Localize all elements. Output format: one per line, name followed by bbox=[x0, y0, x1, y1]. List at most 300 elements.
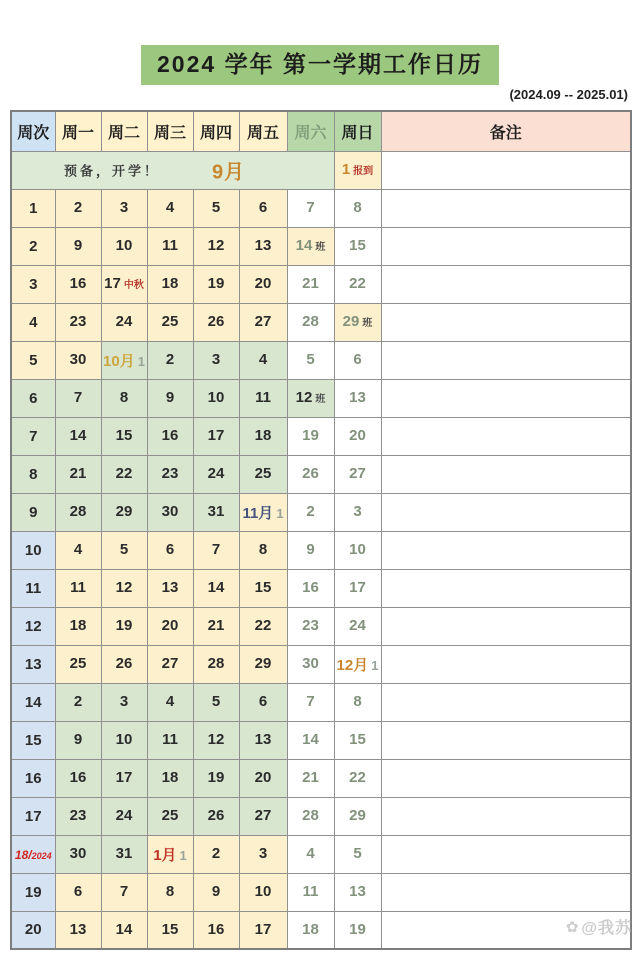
remark-cell bbox=[381, 645, 631, 683]
cell-text: 8 bbox=[119, 389, 129, 406]
cell-text: 3 bbox=[29, 275, 38, 293]
day-cell-w15-thu bbox=[193, 721, 239, 759]
cell-text: 26 bbox=[207, 807, 225, 824]
cell-text: 3 bbox=[211, 351, 221, 368]
week-row-9 bbox=[11, 493, 631, 531]
day-cell-w8-tue bbox=[101, 455, 147, 493]
cell-text: 27 bbox=[254, 313, 272, 330]
remark-cell bbox=[381, 493, 631, 531]
cell-text: 3 bbox=[258, 845, 268, 862]
cell-text: 9 bbox=[165, 389, 175, 406]
cell-text: 15 bbox=[349, 237, 366, 254]
day-cell-w12-sat bbox=[287, 607, 334, 645]
cell-text: 25 bbox=[69, 655, 87, 672]
cell-text: 16 bbox=[302, 579, 319, 596]
day-cell-w1-sun bbox=[334, 189, 381, 227]
cell-text: 11 bbox=[302, 883, 319, 900]
cell-text: 1 bbox=[179, 847, 187, 863]
cell-text: 13 bbox=[69, 920, 87, 938]
cell-text: 3 bbox=[119, 693, 129, 710]
day-cell-w19-tue bbox=[101, 873, 147, 911]
cell-text: 28 bbox=[302, 313, 319, 330]
calendar-body bbox=[11, 151, 631, 949]
day-cell-w12-fri bbox=[239, 607, 287, 645]
day-cell-w11-wed bbox=[147, 569, 193, 607]
cell-text: 15 bbox=[161, 920, 179, 938]
cell-text: 17 bbox=[115, 769, 133, 786]
cell-text: 4 bbox=[306, 845, 315, 862]
cell-text: 10月 bbox=[103, 352, 135, 370]
day-cell-w7-sat bbox=[287, 417, 334, 455]
cell-text: 24 bbox=[115, 807, 133, 824]
cell-text: 25 bbox=[161, 313, 179, 330]
cell-text: 18 bbox=[161, 769, 179, 786]
cell-text: 7 bbox=[306, 199, 315, 216]
day-cell-w18-fri bbox=[239, 835, 287, 873]
day-cell-w17-wed bbox=[147, 797, 193, 835]
cell-text: 7 bbox=[211, 541, 221, 558]
cell-text: 20 bbox=[254, 275, 272, 292]
day-cell-w13-sat bbox=[287, 645, 334, 683]
week-row-19 bbox=[11, 873, 631, 911]
cell-text: 17 bbox=[104, 275, 121, 292]
week-row-4 bbox=[11, 303, 631, 341]
day-cell-w19-wed bbox=[147, 873, 193, 911]
day-cell-w2-wed bbox=[147, 227, 193, 265]
cell-text: 30 bbox=[161, 503, 179, 520]
week-row-8 bbox=[11, 455, 631, 493]
day-cell-w4-sat bbox=[287, 303, 334, 341]
remark-cell bbox=[381, 303, 631, 341]
watermark-text: @我苏 bbox=[581, 920, 632, 937]
column-header-sat: 周六 bbox=[287, 111, 334, 151]
cell-text: 21 bbox=[207, 617, 225, 634]
cell-text: 19 bbox=[207, 275, 225, 292]
day-cell-w13-sun bbox=[334, 645, 381, 683]
cell-text: 5 bbox=[211, 693, 221, 710]
cell-text: 14 bbox=[69, 427, 87, 444]
day-cell-w4-wed bbox=[147, 303, 193, 341]
remark-cell bbox=[381, 341, 631, 379]
day-cell-w15-mon bbox=[55, 721, 101, 759]
cell-text: 13 bbox=[161, 579, 179, 596]
cell-text: 14 bbox=[115, 920, 133, 938]
day-cell-w18-tue bbox=[101, 835, 147, 873]
cell-text: 4 bbox=[29, 313, 38, 331]
day-cell-w11-sun bbox=[334, 569, 381, 607]
day-cell-w4-sun bbox=[334, 303, 381, 341]
month-label-september: 9月 bbox=[212, 161, 246, 184]
cell-text: 15 bbox=[254, 579, 272, 596]
cell-text: 报到 bbox=[353, 166, 374, 177]
cell-text: 中秋 bbox=[123, 280, 144, 291]
cell-text: 4 bbox=[73, 541, 83, 558]
column-header-remark: 备注 bbox=[381, 111, 631, 151]
day-cell-w5-thu bbox=[193, 341, 239, 379]
day-cell-w10-tue bbox=[101, 531, 147, 569]
cell-text: 1 bbox=[341, 161, 351, 178]
cell-text: 29 bbox=[349, 807, 366, 824]
cell-text: 1 bbox=[29, 199, 38, 217]
cell-text: 3 bbox=[353, 503, 362, 520]
day-cell-w6-sun bbox=[334, 379, 381, 417]
cell-text: 25 bbox=[254, 465, 272, 482]
day-cell-w16-tue bbox=[101, 759, 147, 797]
cell-text: 19 bbox=[115, 617, 133, 634]
header-row bbox=[11, 111, 631, 151]
cell-text: 23 bbox=[302, 617, 319, 634]
remark-cell bbox=[381, 455, 631, 493]
week-number-12 bbox=[11, 607, 55, 645]
day-cell-w13-fri bbox=[239, 645, 287, 683]
week-number-6 bbox=[11, 379, 55, 417]
cell-text: 28 bbox=[69, 503, 87, 520]
cell-text: 13 bbox=[349, 389, 366, 406]
cell-text: 26 bbox=[302, 465, 319, 482]
cell-text: 9 bbox=[73, 731, 83, 748]
remark-cell bbox=[381, 721, 631, 759]
cell-text: 17 bbox=[207, 427, 225, 444]
watermark bbox=[566, 915, 632, 938]
week-number-15 bbox=[11, 721, 55, 759]
cell-text: 24 bbox=[115, 313, 133, 330]
day-cell-w5-mon bbox=[55, 341, 101, 379]
cell-text: 18/ bbox=[14, 848, 32, 862]
week-row-5 bbox=[11, 341, 631, 379]
cell-text: 27 bbox=[161, 655, 179, 672]
day-cell-w14-sun bbox=[334, 683, 381, 721]
week-number-20 bbox=[11, 911, 55, 949]
day-cell-w5-sun bbox=[334, 341, 381, 379]
day-cell-w5-fri bbox=[239, 341, 287, 379]
day-cell-w9-sat bbox=[287, 493, 334, 531]
day-cell-w11-tue bbox=[101, 569, 147, 607]
cell-text: 30 bbox=[69, 351, 87, 368]
column-header-sun: 周日 bbox=[334, 111, 381, 151]
day-cell-w2-thu bbox=[193, 227, 239, 265]
cell-text: 26 bbox=[207, 313, 225, 330]
column-header-wed: 周三 bbox=[147, 111, 193, 151]
day-cell-w10-thu bbox=[193, 531, 239, 569]
page-title: 2024 学年 第一学期工作日历 bbox=[141, 45, 499, 85]
cell-text: 9 bbox=[29, 503, 38, 521]
day-cell-w19-thu bbox=[193, 873, 239, 911]
cell-text: 29 bbox=[254, 655, 272, 672]
cell-text: 9 bbox=[306, 541, 315, 558]
cell-text: 7 bbox=[29, 427, 38, 445]
day-cell-w5-sat bbox=[287, 341, 334, 379]
cell-text: 18 bbox=[254, 427, 272, 444]
remark-cell bbox=[381, 835, 631, 873]
day-cell-w14-wed bbox=[147, 683, 193, 721]
cell-text: 27 bbox=[349, 465, 366, 482]
week-row-20 bbox=[11, 911, 631, 949]
day-cell-w6-mon bbox=[55, 379, 101, 417]
day-cell-w3-sun bbox=[334, 265, 381, 303]
cell-text: 20 bbox=[349, 427, 366, 444]
day-cell-w14-thu bbox=[193, 683, 239, 721]
week-row-3 bbox=[11, 265, 631, 303]
cell-text: 31 bbox=[115, 845, 133, 862]
day-cell-w10-mon bbox=[55, 531, 101, 569]
remark-cell bbox=[381, 569, 631, 607]
cell-text: 11月 bbox=[242, 504, 274, 522]
day-cell-w4-mon bbox=[55, 303, 101, 341]
cell-text: 19 bbox=[302, 427, 319, 444]
day-cell-w15-sat bbox=[287, 721, 334, 759]
september-banner-cell bbox=[11, 151, 334, 189]
day-cell-w14-tue bbox=[101, 683, 147, 721]
day-cell-w1-thu bbox=[193, 189, 239, 227]
day-cell-w14-mon bbox=[55, 683, 101, 721]
remark-cell bbox=[381, 873, 631, 911]
cell-text: 1 bbox=[137, 353, 145, 369]
day-cell-w19-sat bbox=[287, 873, 334, 911]
cell-text: 15 bbox=[115, 427, 133, 444]
week-number-13 bbox=[11, 645, 55, 683]
day-cell-w7-fri bbox=[239, 417, 287, 455]
cell-text: 16 bbox=[69, 275, 87, 292]
remark-cell bbox=[381, 227, 631, 265]
cell-text: 19 bbox=[24, 883, 42, 901]
paw-flower-icon: ✿ bbox=[565, 918, 580, 936]
cell-text: 1月 bbox=[153, 846, 177, 864]
cell-text: 2 bbox=[29, 237, 38, 255]
cell-text: 班 bbox=[362, 318, 373, 329]
day-cell-w7-thu bbox=[193, 417, 239, 455]
day-cell-w12-thu bbox=[193, 607, 239, 645]
cell-text: 24 bbox=[207, 465, 225, 482]
day-cell-w6-fri bbox=[239, 379, 287, 417]
cell-text: 12 bbox=[207, 731, 225, 748]
column-header-week: 周次 bbox=[11, 111, 55, 151]
day-cell-w3-fri bbox=[239, 265, 287, 303]
day-cell-w17-fri bbox=[239, 797, 287, 835]
day-cell-w12-mon bbox=[55, 607, 101, 645]
cell-text: 20 bbox=[24, 921, 42, 939]
cell-text: 7 bbox=[73, 389, 83, 406]
cell-text: 14 bbox=[24, 693, 42, 711]
day-cell-w2-sat bbox=[287, 227, 334, 265]
day-cell-w13-thu bbox=[193, 645, 239, 683]
remark-cell bbox=[381, 531, 631, 569]
week-number-8 bbox=[11, 455, 55, 493]
day-cell-w4-thu bbox=[193, 303, 239, 341]
cell-text: 7 bbox=[119, 883, 129, 900]
work-calendar-table bbox=[10, 110, 632, 950]
week-row-2 bbox=[11, 227, 631, 265]
cell-text: 12月 bbox=[336, 656, 369, 674]
week-row-14 bbox=[11, 683, 631, 721]
day-cell-w17-tue bbox=[101, 797, 147, 835]
cell-text: 2024 bbox=[31, 851, 52, 861]
day-cell-w10-fri bbox=[239, 531, 287, 569]
day-cell-w18-sat bbox=[287, 835, 334, 873]
remark-cell bbox=[381, 151, 631, 189]
day-cell-w8-mon bbox=[55, 455, 101, 493]
day-cell-w20-mon bbox=[55, 911, 101, 949]
week-row-18 bbox=[11, 835, 631, 873]
cell-text: 16 bbox=[24, 769, 42, 787]
cell-text: 11 bbox=[25, 579, 42, 597]
calendar-header bbox=[11, 111, 631, 151]
cell-text: 11 bbox=[255, 389, 271, 406]
cell-text: 21 bbox=[302, 769, 319, 786]
day-cell-w2-tue bbox=[101, 227, 147, 265]
cell-text: 9 bbox=[211, 883, 221, 900]
day-cell-w7-sun bbox=[334, 417, 381, 455]
day-cell-w20-sat bbox=[287, 911, 334, 949]
day-cell-w9-sun bbox=[334, 493, 381, 531]
day-cell-w1-mon bbox=[55, 189, 101, 227]
cell-text: 23 bbox=[161, 465, 179, 482]
day-cell-w19-mon bbox=[55, 873, 101, 911]
day-cell-w6-wed bbox=[147, 379, 193, 417]
school-start-note: 预备，开学！ bbox=[64, 163, 161, 179]
day-cell-w7-tue bbox=[101, 417, 147, 455]
cell-text: 14 bbox=[302, 731, 319, 748]
cell-text: 8 bbox=[165, 883, 175, 900]
week-row-11 bbox=[11, 569, 631, 607]
day-cell-w11-thu bbox=[193, 569, 239, 607]
week-row-6 bbox=[11, 379, 631, 417]
week-number-14 bbox=[11, 683, 55, 721]
week-row-17 bbox=[11, 797, 631, 835]
cell-text: 5 bbox=[353, 845, 362, 862]
week-row-13 bbox=[11, 645, 631, 683]
day-cell-w13-wed bbox=[147, 645, 193, 683]
cell-text: 18 bbox=[302, 920, 319, 938]
day-cell-w17-sun bbox=[334, 797, 381, 835]
cell-text: 16 bbox=[69, 769, 87, 786]
cell-text: 12 bbox=[24, 617, 42, 635]
week-number-10 bbox=[11, 531, 55, 569]
week-row-15 bbox=[11, 721, 631, 759]
cell-text: 14 bbox=[295, 237, 313, 254]
cell-text: 18 bbox=[161, 275, 179, 292]
day-cell-sep1-report bbox=[334, 151, 381, 189]
day-cell-w18-wed bbox=[147, 835, 193, 873]
day-cell-w12-sun bbox=[334, 607, 381, 645]
cell-text: 6 bbox=[29, 389, 38, 407]
cell-text: 5 bbox=[29, 351, 38, 369]
cell-text: 12 bbox=[295, 389, 313, 406]
day-cell-w6-tue bbox=[101, 379, 147, 417]
cell-text: 4 bbox=[258, 351, 268, 368]
column-header-mon: 周一 bbox=[55, 111, 101, 151]
week-number-1 bbox=[11, 189, 55, 227]
cell-text: 28 bbox=[207, 655, 225, 672]
day-cell-w16-sun bbox=[334, 759, 381, 797]
day-cell-w17-thu bbox=[193, 797, 239, 835]
day-cell-w9-fri bbox=[239, 493, 287, 531]
cell-text: 22 bbox=[349, 275, 366, 292]
cell-text: 29 bbox=[115, 503, 133, 520]
week-number-4 bbox=[11, 303, 55, 341]
day-cell-w2-sun bbox=[334, 227, 381, 265]
cell-text: 29 bbox=[342, 313, 360, 330]
day-cell-w9-wed bbox=[147, 493, 193, 531]
day-cell-w5-wed bbox=[147, 341, 193, 379]
cell-text: 2 bbox=[73, 199, 83, 216]
day-cell-w3-tue bbox=[101, 265, 147, 303]
cell-text: 10 bbox=[254, 883, 272, 900]
week-number-17 bbox=[11, 797, 55, 835]
column-header-thu: 周四 bbox=[193, 111, 239, 151]
day-cell-w6-thu bbox=[193, 379, 239, 417]
cell-text: 2 bbox=[73, 693, 83, 710]
remark-cell bbox=[381, 759, 631, 797]
cell-text: 2 bbox=[306, 503, 315, 520]
day-cell-w8-sun bbox=[334, 455, 381, 493]
cell-text: 12 bbox=[115, 579, 133, 596]
cell-text: 16 bbox=[161, 427, 179, 444]
cell-text: 5 bbox=[211, 199, 221, 216]
cell-text: 14 bbox=[207, 579, 225, 596]
cell-text: 17 bbox=[254, 920, 272, 938]
cell-text: 4 bbox=[165, 693, 175, 710]
cell-text: 1 bbox=[371, 657, 379, 673]
cell-text: 8 bbox=[353, 693, 362, 710]
week-number-9 bbox=[11, 493, 55, 531]
cell-text: 28 bbox=[302, 807, 319, 824]
week-row-16 bbox=[11, 759, 631, 797]
day-cell-w6-sat bbox=[287, 379, 334, 417]
week-row-12 bbox=[11, 607, 631, 645]
day-cell-w20-fri bbox=[239, 911, 287, 949]
day-cell-w10-sat bbox=[287, 531, 334, 569]
remark-cell bbox=[381, 607, 631, 645]
day-cell-w15-sun bbox=[334, 721, 381, 759]
cell-text: 5 bbox=[306, 351, 315, 368]
cell-text: 13 bbox=[254, 731, 272, 748]
day-cell-w3-sat bbox=[287, 265, 334, 303]
cell-text: 20 bbox=[161, 617, 179, 634]
day-cell-w8-wed bbox=[147, 455, 193, 493]
cell-text: 6 bbox=[73, 883, 83, 900]
cell-text: 11 bbox=[162, 237, 178, 254]
day-cell-w7-wed bbox=[147, 417, 193, 455]
remark-cell bbox=[381, 265, 631, 303]
column-header-tue: 周二 bbox=[101, 111, 147, 151]
day-cell-w19-fri bbox=[239, 873, 287, 911]
date-range-label: (2024.09 -- 2025.01) bbox=[509, 87, 628, 102]
day-cell-w16-thu bbox=[193, 759, 239, 797]
cell-text: 班 bbox=[315, 394, 326, 405]
day-cell-w19-sun bbox=[334, 873, 381, 911]
cell-text: 21 bbox=[302, 275, 319, 292]
day-cell-w17-sat bbox=[287, 797, 334, 835]
day-cell-w17-mon bbox=[55, 797, 101, 835]
day-cell-w14-fri bbox=[239, 683, 287, 721]
cell-text: 16 bbox=[207, 920, 225, 938]
cell-text: 22 bbox=[115, 465, 133, 482]
day-cell-w10-wed bbox=[147, 531, 193, 569]
day-cell-w18-mon bbox=[55, 835, 101, 873]
day-cell-w2-mon bbox=[55, 227, 101, 265]
day-cell-w12-wed bbox=[147, 607, 193, 645]
cell-text: 6 bbox=[258, 199, 268, 216]
day-cell-w13-mon bbox=[55, 645, 101, 683]
week-row-1 bbox=[11, 189, 631, 227]
day-cell-w16-wed bbox=[147, 759, 193, 797]
week-number-16 bbox=[11, 759, 55, 797]
cell-text: 22 bbox=[349, 769, 366, 786]
day-cell-w1-sat bbox=[287, 189, 334, 227]
cell-text: 15 bbox=[349, 731, 366, 748]
cell-text: 15 bbox=[24, 731, 42, 749]
remark-cell bbox=[381, 797, 631, 835]
